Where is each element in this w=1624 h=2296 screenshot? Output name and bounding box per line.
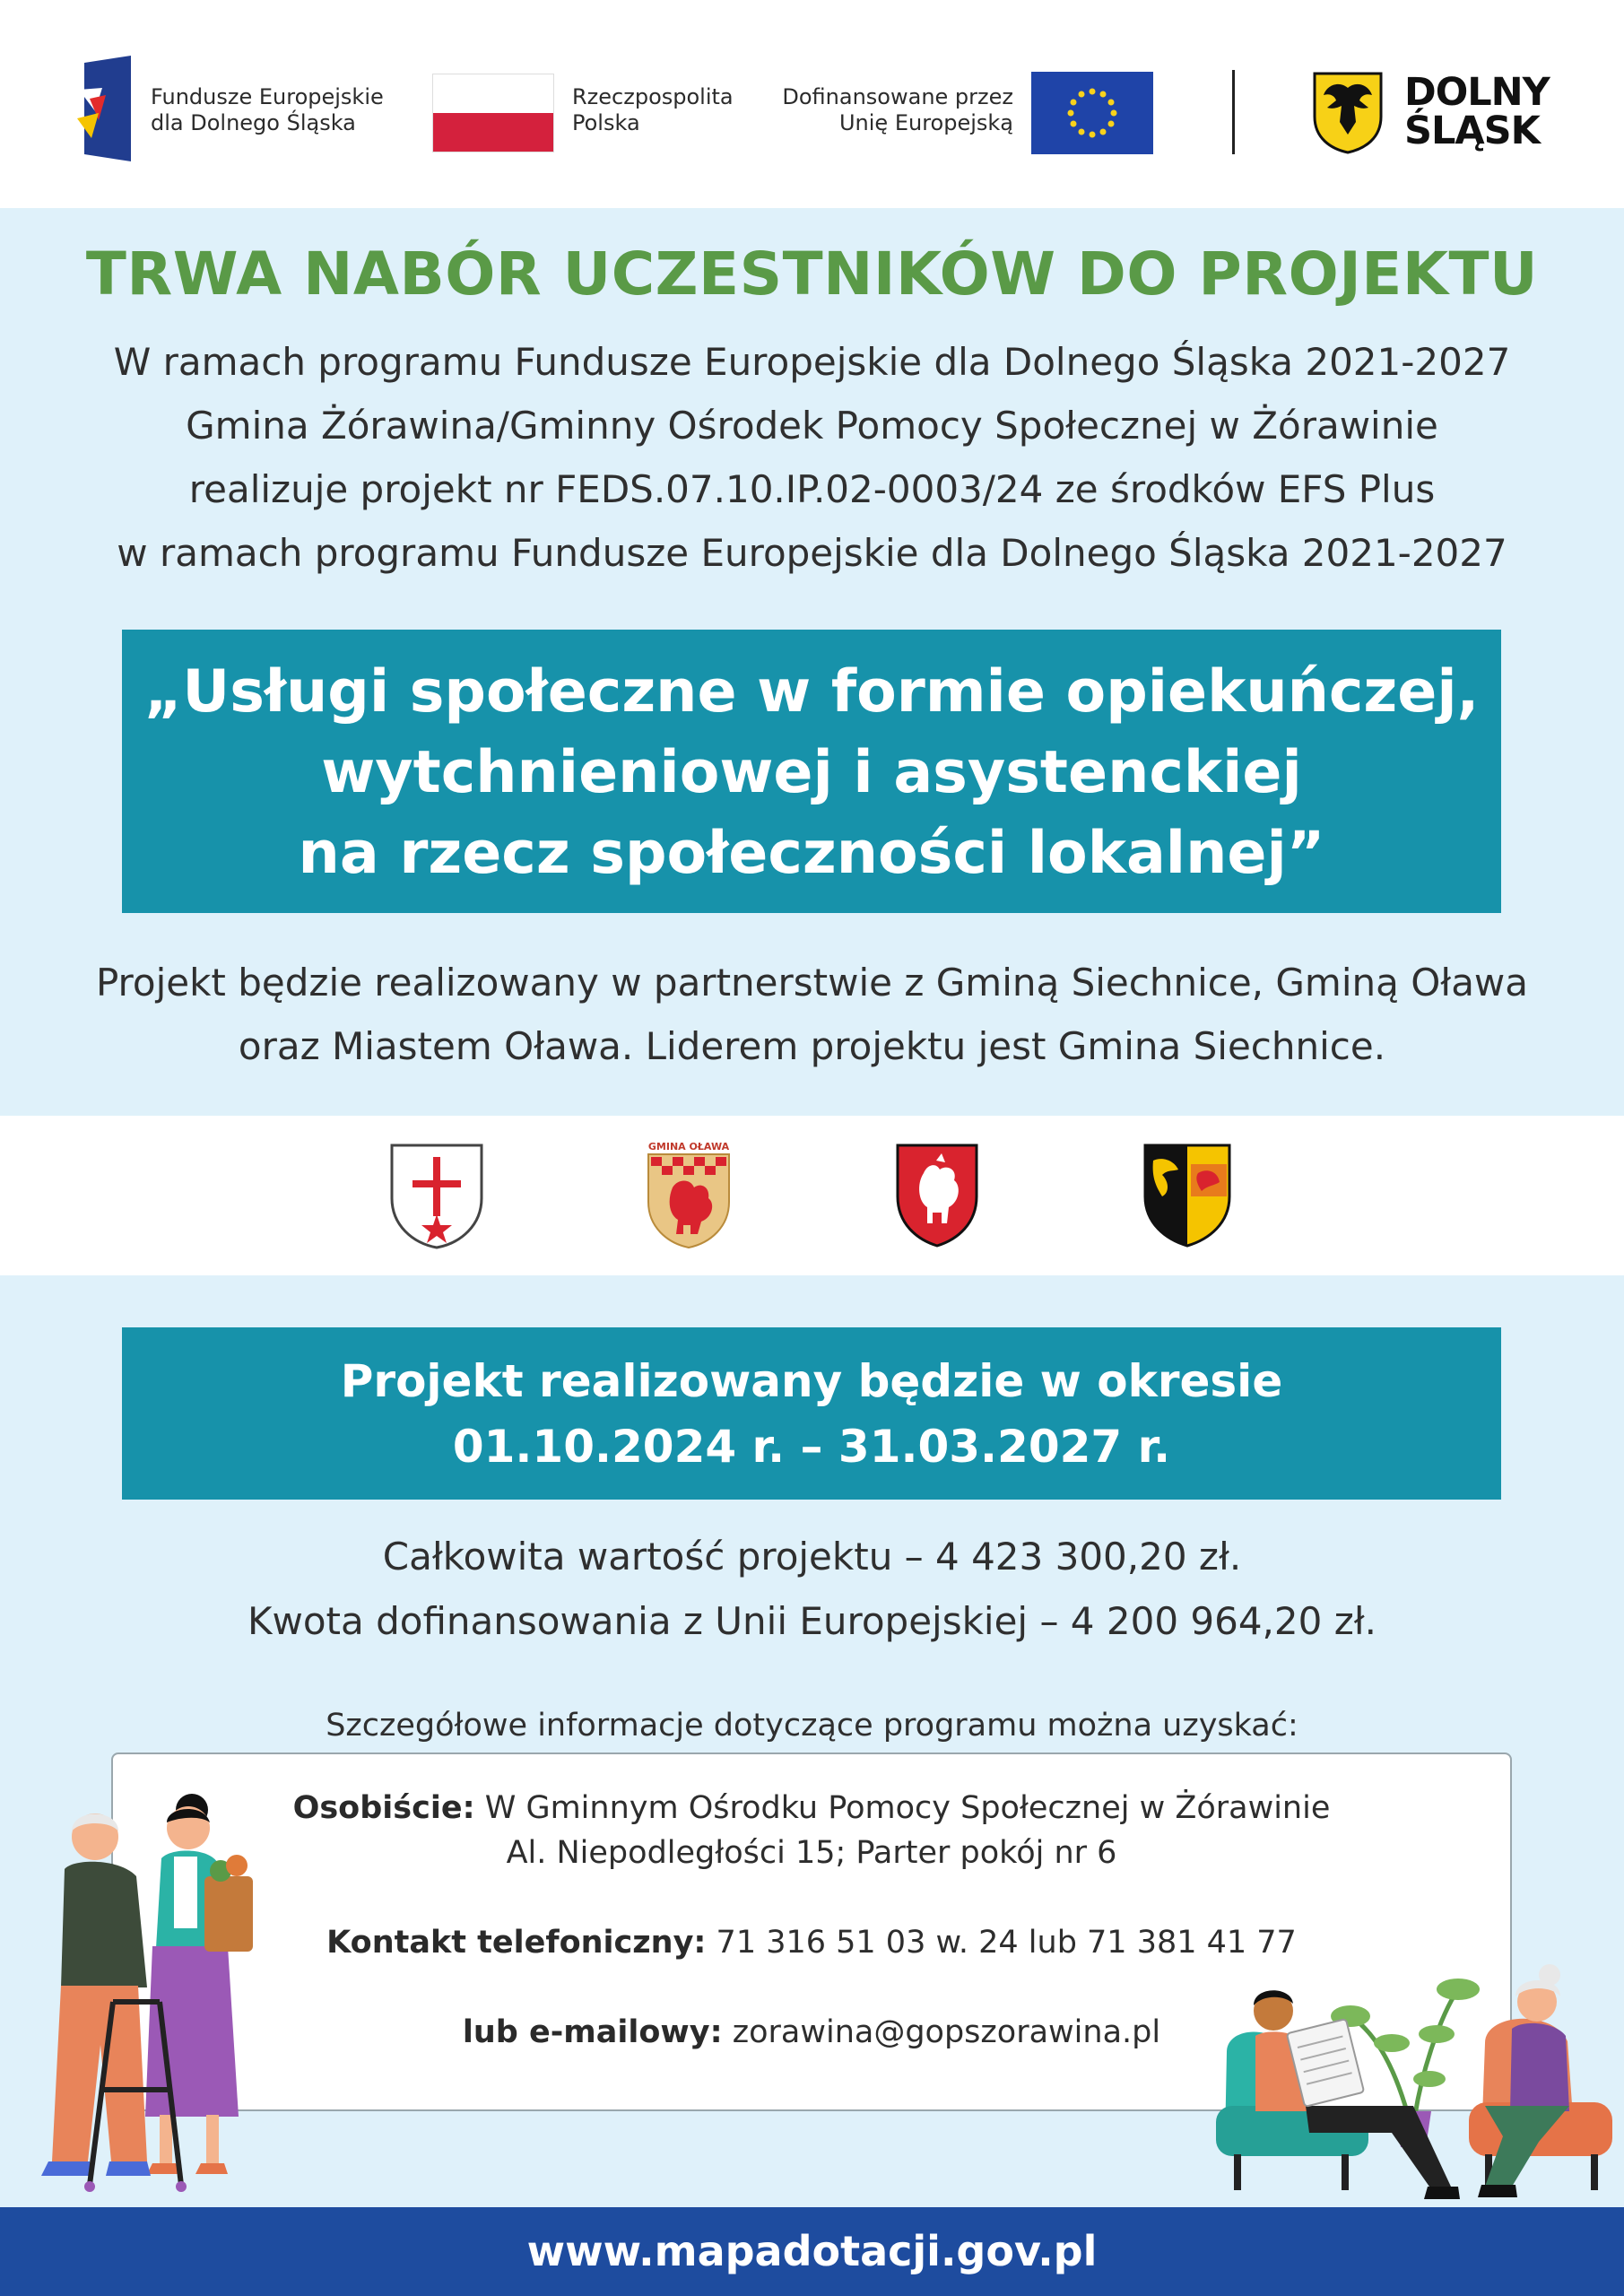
project-title-line: wytchnieniowej i asystenckiej [321, 739, 1302, 806]
period-dates: 01.10.2024 r. – 31.03.2027 r. [452, 1421, 1171, 1473]
in-person-value: W Gminnym Ośrodku Pomocy Społecznej w Żórawinie [484, 1790, 1331, 1826]
phone-value[interactable]: 71 316 51 03 w. 24 lub 71 381 41 77 [716, 1925, 1297, 1961]
dolny-slask-text: DOLNY ŚLĄSK [1404, 70, 1550, 153]
info-intro: Szczegółowe informacje dotyczące programu można uzyskać: [326, 1708, 1298, 1744]
email-label: lub e-mailowy: [462, 2014, 723, 2050]
fundusze-europejskie-logo-icon [75, 56, 133, 161]
footer-url-link[interactable]: www.mapadotacji.gov.pl [526, 2227, 1098, 2275]
in-person-line [113, 1790, 1510, 1826]
partner-crests-row [0, 1116, 1624, 1275]
partners-paragraph [0, 951, 1624, 1078]
phone-label: Kontakt telefoniczny: [326, 1925, 707, 1961]
dolny-slask-crest-icon [1313, 72, 1383, 154]
polish-flag-icon [432, 74, 554, 152]
partners-line: oraz Miastem Oława. Liderem projektu jest Gmina Siechnice. [238, 1024, 1386, 1068]
caregiver-illustration-icon [13, 1776, 282, 2197]
project-period-box [122, 1327, 1501, 1500]
eu-funding-value: Kwota dofinansowania z Unii Europejskiej – 4 200 964,20 zł. [247, 1599, 1377, 1643]
intro-paragraph [0, 330, 1624, 585]
total-value: Całkowita wartość projektu – 4 423 300,20 zł. [382, 1535, 1242, 1578]
logo-bar [0, 0, 1624, 208]
seated-seniors-illustration-icon [1216, 1935, 1616, 2206]
recruitment-headline: TRWA NABÓR UCZESTNIKÓW DO PROJEKTU [85, 239, 1539, 309]
eu-flag-icon [1031, 72, 1153, 154]
project-title-box [122, 630, 1501, 913]
gmina-olawa-crest-icon [646, 1152, 732, 1250]
intro-line: W ramach programu Fundusze Europejskie dla Dolnego Śląska 2021-2027 [113, 340, 1511, 384]
eu-logo-text: Dofinansowane przez Unię Europejską [782, 84, 1013, 135]
siechnice-crest-icon [389, 1143, 484, 1250]
address-line: Al. Niepodległości 15; Parter pokój nr 6 [506, 1835, 1117, 1871]
project-title-line: na rzecz społeczności lokalnej” [298, 820, 1325, 887]
partners-line: Projekt będzie realizowany w partnerstwie z Gminą Siechnice, Gminą Oława [95, 961, 1529, 1004]
powiat-crest-icon [1142, 1143, 1232, 1248]
intro-line: realizuje projekt nr FEDS.07.10.IP.02-0003/24 ze środków EFS Plus [188, 467, 1436, 511]
intro-line: Gmina Żórawina/Gminny Ośrodek Pomocy Społecznej w Żórawinie [186, 404, 1438, 448]
fe-logo-text: Fundusze Europejskie dla Dolnego Śląska [151, 84, 384, 135]
in-person-label: Osobiście: [292, 1790, 475, 1826]
intro-line: w ramach programu Fundusze Europejskie dla Dolnego Śląska 2021-2027 [117, 531, 1507, 575]
project-title-line: „Usługi społeczne w formie opiekuńczej, [143, 658, 1480, 726]
rp-logo-text: Rzeczpospolita Polska [572, 84, 734, 135]
logo-divider [1232, 70, 1235, 154]
olawa-city-crest-icon [895, 1143, 979, 1248]
period-label: Projekt realizowany będzie w okresie [340, 1355, 1283, 1407]
email-link[interactable]: zorawina@gopszorawina.pl [732, 2014, 1161, 2050]
gmina-olawa-label: GMINA OŁAWA [647, 1141, 730, 1152]
